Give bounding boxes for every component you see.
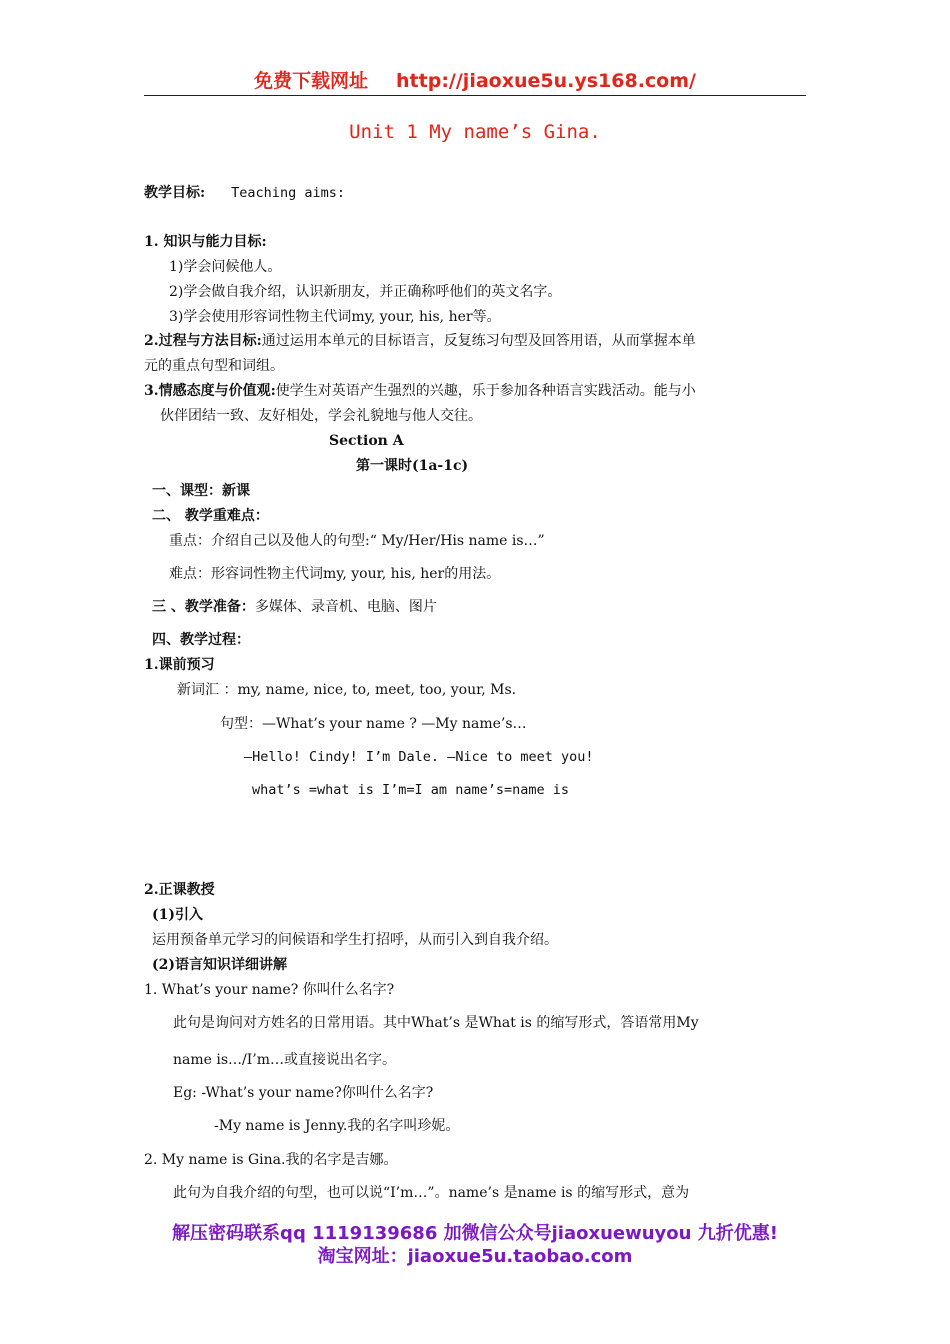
section-title: Section A xyxy=(329,433,404,449)
goal1-item: 2)学会做自我介绍，认识新朋友，并正确称呼他们的英文名字。 xyxy=(169,284,562,300)
part2-label: 二、 教学重难点： xyxy=(152,508,269,524)
page-title: Unit 1 My name’s Gina. xyxy=(349,121,601,143)
item-1-explanation: 此句是询问对方姓名的日常用语。其中What’s 是What is 的缩写形式，答语常用My xyxy=(173,1015,699,1031)
aims-line xyxy=(144,183,345,203)
part3-label: 三 、教学准备： xyxy=(152,599,255,615)
item-2: 2. My name is Gina.我的名字是吉娜。 xyxy=(144,1152,398,1168)
diff-label: 难点： xyxy=(169,566,211,582)
item-1: 1. What’s your name? 你叫什么名字? xyxy=(144,982,395,998)
goal3-text: 使学生对英语产生强烈的兴趣，乐于参加各种语言实践活动。能与小 xyxy=(275,383,696,399)
difficult-point xyxy=(169,564,500,584)
part3-line xyxy=(152,597,437,617)
example-line: -My name is Jenny.我的名字叫珍妮。 xyxy=(214,1118,460,1134)
goal2-text: 通过运用本单元的目标语言，反复练习句型及回答用语，从而掌握本单 xyxy=(261,333,696,349)
intro-label: (1)引入 xyxy=(152,907,203,923)
aims-en: Teaching aims: xyxy=(231,185,345,201)
footer-shop-url[interactable]: 淘宝网址：jiaoxue5u.taobao.com xyxy=(317,1246,633,1267)
diff-text: 形容词性物主代词my, your, his, her的用法。 xyxy=(211,566,501,582)
page-header xyxy=(0,66,950,93)
preview-pattern: —Hello! Cindy! I’m Dale. —Nice to meet you! xyxy=(244,749,594,765)
key-text: 介绍自己以及他人的句型:“ My/Her/His name is…” xyxy=(211,533,545,549)
goal3-line xyxy=(144,381,696,401)
example-line: Eg: -What’s your name?你叫什么名字? xyxy=(173,1085,434,1101)
preview-pattern: what’s =what is I’m=I am name’s=name is xyxy=(252,782,569,798)
key-label: 重点： xyxy=(169,533,211,549)
footer-contact: 解压密码联系qq 1119139686 加微信公众号jiaoxuewuyou 九折优惠! xyxy=(172,1223,778,1244)
goal1-item: 1)学会问候他人。 xyxy=(169,259,282,275)
goal2-label: 2.过程与方法目标: xyxy=(144,333,262,349)
teaching-heading: 2.正课教授 xyxy=(144,882,215,898)
goal2-text-cont: 元的重点句型和词组。 xyxy=(144,358,284,374)
part4-heading: 四、教学过程： xyxy=(152,632,250,648)
header-url[interactable]: http://jiaoxue5u.ys168.com/ xyxy=(396,70,696,92)
part2-heading xyxy=(152,506,269,526)
lesson-title: 第一课时(1a-1c) xyxy=(356,458,469,474)
preview-pattern: 句型：—What’s your name ? —My name’s… xyxy=(220,716,527,732)
detail-label: (2)语言知识详细讲解 xyxy=(152,957,287,973)
key-point xyxy=(169,531,545,551)
preview-heading: 1.课前预习 xyxy=(144,657,215,673)
part3-text: 多媒体、录音机、电脑、图片 xyxy=(254,599,437,615)
part1-heading: 一、课型：新课 xyxy=(152,483,250,499)
preview-words: 新词汇 ：my, name, nice, to, meet, too, your, Ms. xyxy=(177,682,517,698)
goal3-text-cont: 伙伴团结一致、友好相处，学会礼貌地与他人交往。 xyxy=(160,408,482,424)
header-rule xyxy=(144,95,806,96)
item-1-explanation: name is…/I’m…或直接说出名字。 xyxy=(173,1052,397,1068)
intro-text: 运用预备单元学习的问候语和学生打招呼，从而引入到自我介绍。 xyxy=(152,932,558,948)
goal1-heading: 1. 知识与能力目标: xyxy=(144,234,267,250)
aims-label: 教学目标: xyxy=(144,185,206,201)
header-label: 免费下载网址 xyxy=(254,70,369,92)
goal3-label: 3.情感态度与价值观: xyxy=(144,383,276,399)
item-2-explanation: 此句为自我介绍的句型，也可以说“I’m…”。name’s 是name is 的缩写形式，意为 xyxy=(173,1185,690,1201)
goal1-item: 3)学会使用形容词性物主代词my, your, his, her等。 xyxy=(169,309,501,325)
goal2-line xyxy=(144,331,696,351)
